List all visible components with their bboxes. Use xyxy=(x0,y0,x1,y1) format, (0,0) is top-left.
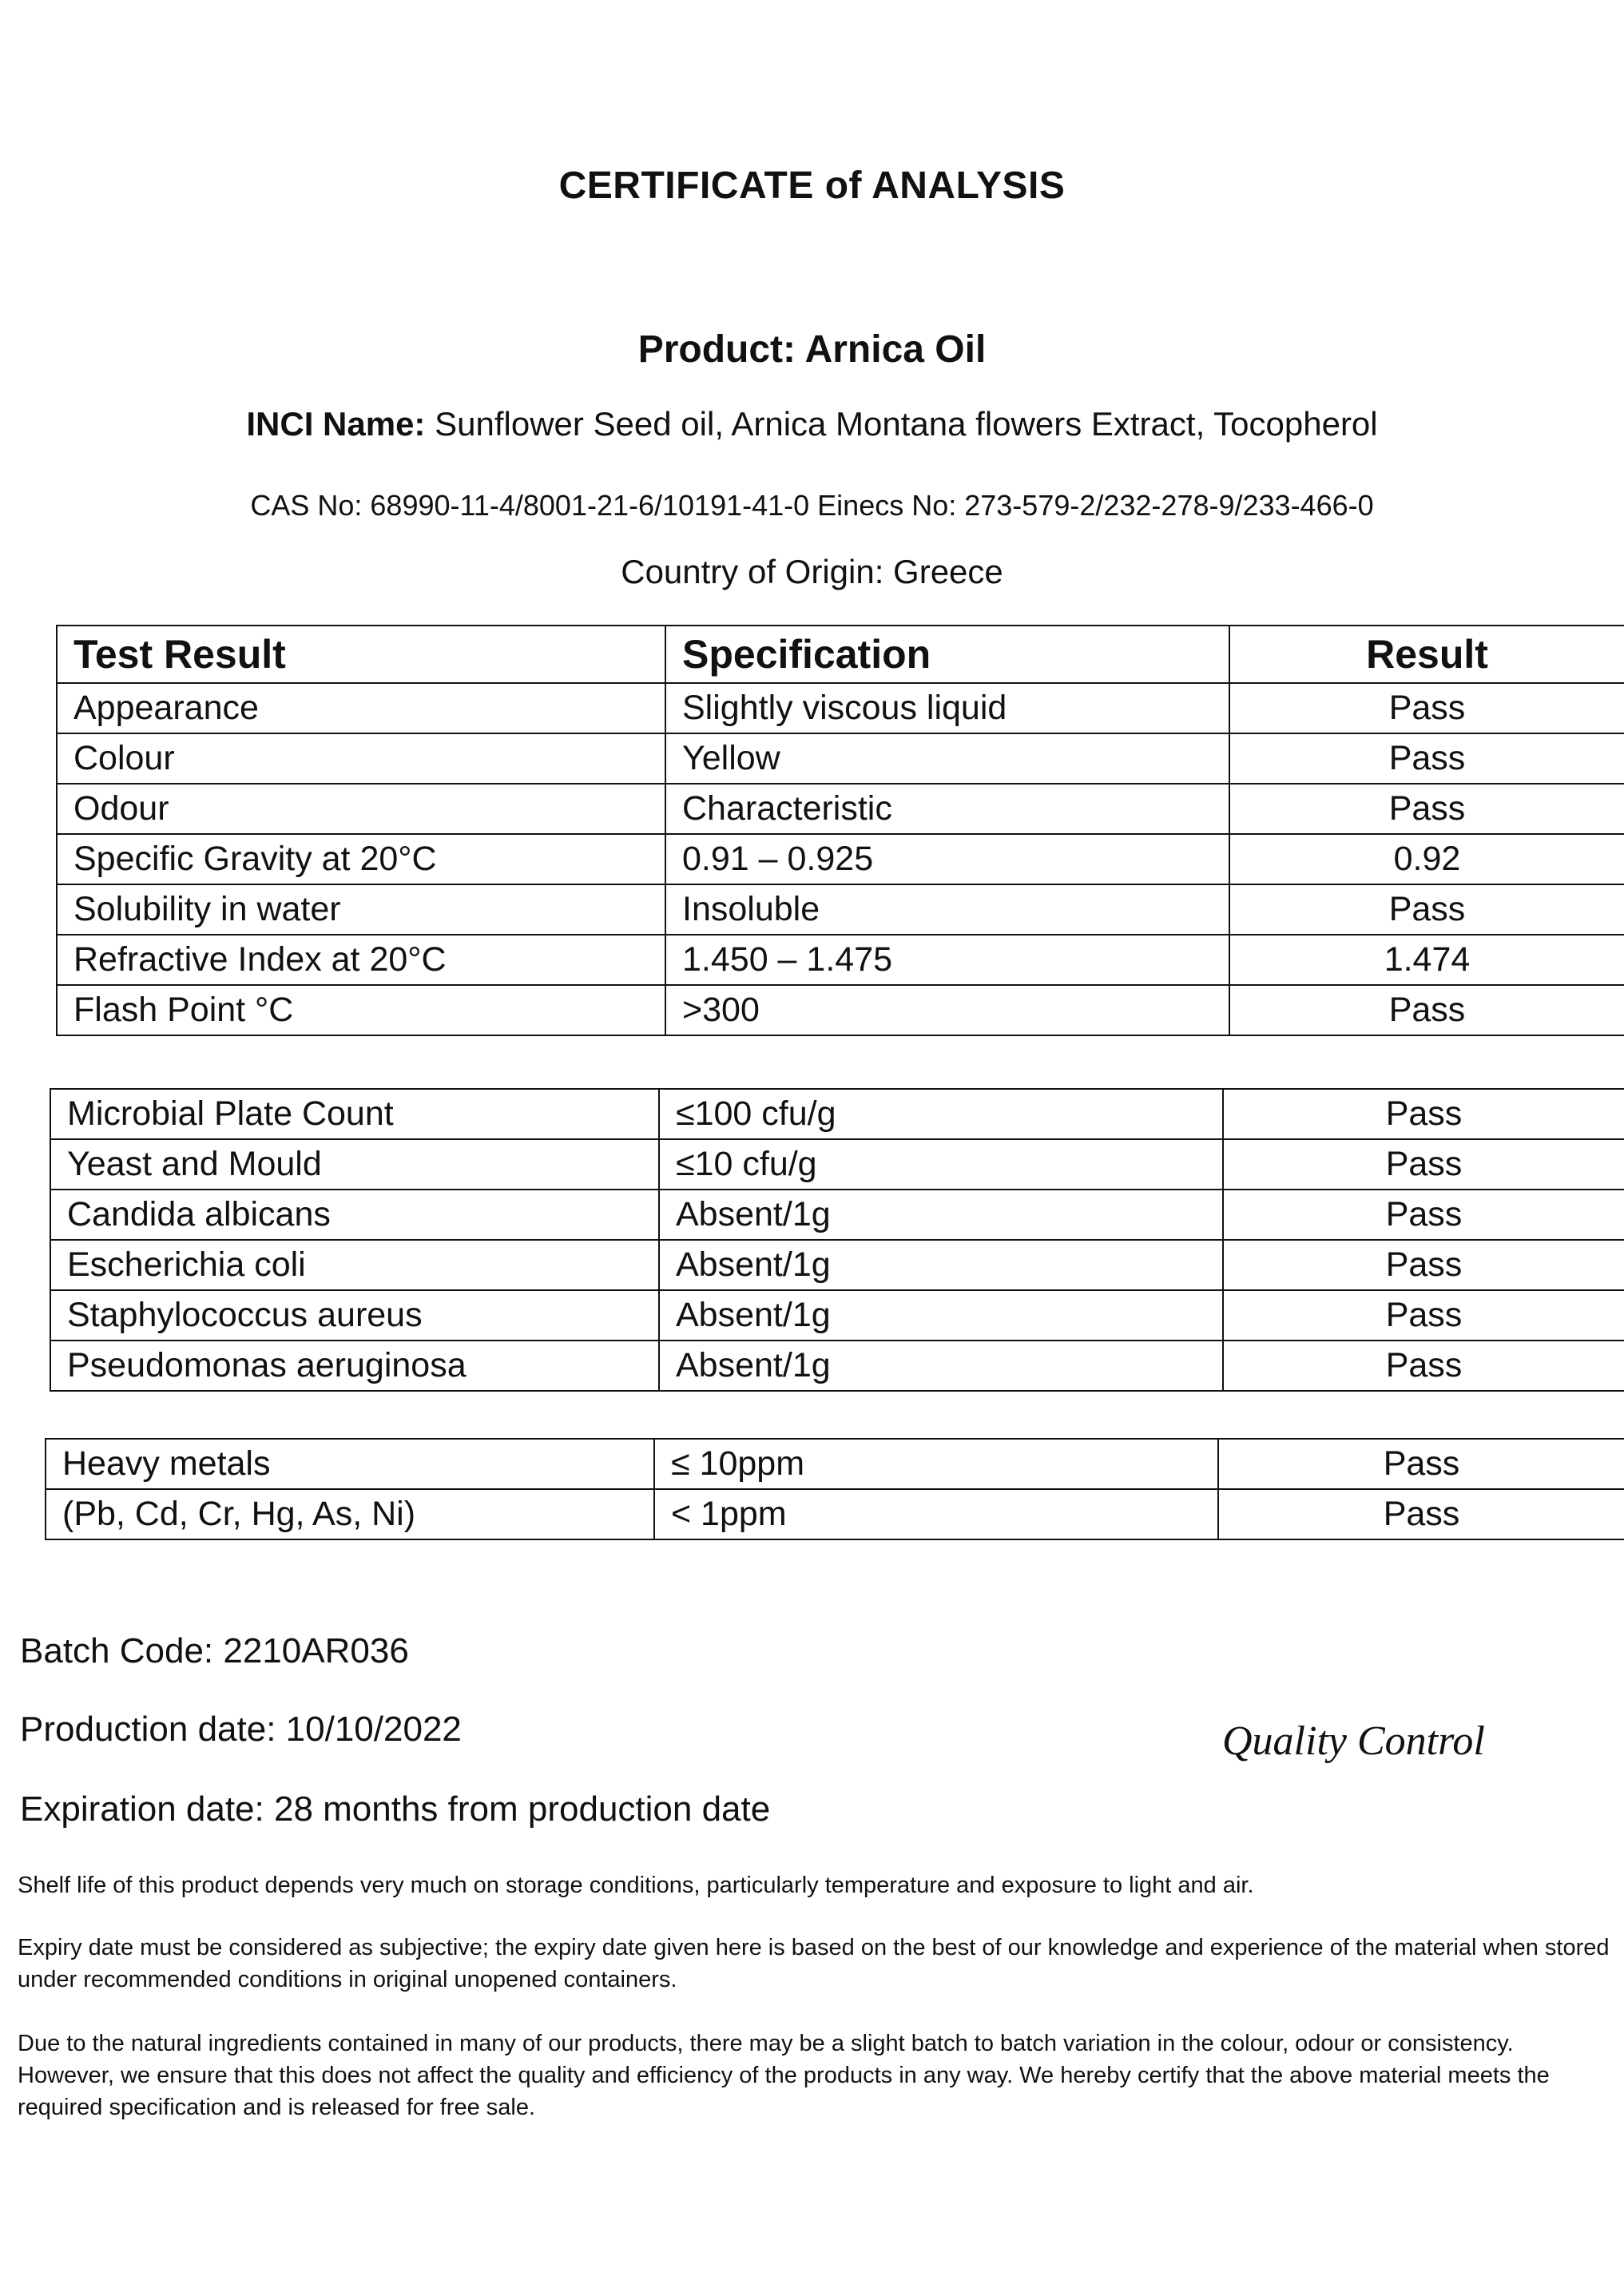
test-result: Pass xyxy=(1223,1089,1624,1139)
table-row xyxy=(50,1139,1624,1190)
table-row xyxy=(46,1439,1624,1489)
inci-label: INCI Name: xyxy=(246,405,426,443)
test-result: Pass xyxy=(1229,884,1624,935)
table-row xyxy=(57,733,1624,784)
table-row xyxy=(57,834,1624,884)
test-spec: Absent/1g xyxy=(659,1240,1223,1290)
shelf-life-note: Shelf life of this product depends very much on storage conditions, particularly temperature and exposure to light and air. xyxy=(18,1873,1254,1898)
table-row xyxy=(57,884,1624,935)
test-name: Odour xyxy=(57,784,665,834)
test-spec: ≤ 10ppm xyxy=(654,1439,1218,1489)
test-name: Colour xyxy=(57,733,665,784)
production-date: Production date: 10/10/2022 xyxy=(20,1710,462,1749)
test-name: Microbial Plate Count xyxy=(50,1089,659,1139)
test-spec: 0.91 – 0.925 xyxy=(665,834,1229,884)
table-header-row xyxy=(57,626,1624,683)
test-spec: Absent/1g xyxy=(659,1190,1223,1240)
country-of-origin: Country of Origin: Greece xyxy=(621,553,1003,590)
test-spec: ≤10 cfu/g xyxy=(659,1139,1223,1190)
physical-tests-table xyxy=(56,625,1624,1036)
test-result: Pass xyxy=(1229,733,1624,784)
test-result: Pass xyxy=(1223,1240,1624,1290)
expiry-note: Expiry date must be considered as subjective; the expiry date given here is based on the best of our knowledge and experience of the material when stored under recommended conditions in original unopened containers. xyxy=(18,1935,1610,1992)
header-result: Result xyxy=(1229,626,1624,683)
table-row xyxy=(50,1341,1624,1391)
test-spec: Absent/1g xyxy=(659,1290,1223,1341)
header-test-result: Test Result xyxy=(57,626,665,683)
product-name: Arnica Oil xyxy=(804,328,987,371)
test-name: Solubility in water xyxy=(57,884,665,935)
inci-line xyxy=(0,405,1624,443)
test-spec: Slightly viscous liquid xyxy=(665,683,1229,733)
header-specification: Specification xyxy=(665,626,1229,683)
test-spec: Characteristic xyxy=(665,784,1229,834)
test-spec: 1.450 – 1.475 xyxy=(665,935,1229,985)
test-result: 0.92 xyxy=(1229,834,1624,884)
table-row xyxy=(57,985,1624,1035)
test-spec: Absent/1g xyxy=(659,1341,1223,1391)
test-result: Pass xyxy=(1223,1190,1624,1240)
document-title: CERTIFICATE of ANALYSIS xyxy=(558,165,1066,207)
table-row xyxy=(57,683,1624,733)
test-name: Refractive Index at 20°C xyxy=(57,935,665,985)
table-row xyxy=(50,1190,1624,1240)
table-row xyxy=(50,1089,1624,1139)
heavy-metals-table xyxy=(45,1438,1624,1540)
test-name: Specific Gravity at 20°C xyxy=(57,834,665,884)
test-spec: Insoluble xyxy=(665,884,1229,935)
test-spec: ≤100 cfu/g xyxy=(659,1089,1223,1139)
test-result: 1.474 xyxy=(1229,935,1624,985)
table-row xyxy=(57,784,1624,834)
test-name: Heavy metals xyxy=(46,1439,654,1489)
table-row xyxy=(50,1290,1624,1341)
test-result: Pass xyxy=(1223,1290,1624,1341)
test-name: Candida albicans xyxy=(50,1190,659,1240)
cas-einecs-line: CAS No: 68990-11-4/8001-21-6/10191-41-0 Einecs No: 273-579-2/232-278-9/233-466-0 xyxy=(250,489,1374,522)
test-name: (Pb, Cd, Cr, Hg, As, Ni) xyxy=(46,1489,654,1539)
test-name: Pseudomonas aeruginosa xyxy=(50,1341,659,1391)
inci-value: Sunflower Seed oil, Arnica Montana flowers Extract, Tocopherol xyxy=(435,405,1378,443)
test-result: Pass xyxy=(1223,1341,1624,1391)
product-label: Product: xyxy=(637,328,796,371)
test-result: Pass xyxy=(1218,1489,1624,1539)
quality-control-signature: Quality Control xyxy=(1222,1718,1485,1764)
test-result: Pass xyxy=(1223,1139,1624,1190)
test-name: Escherichia coli xyxy=(50,1240,659,1290)
product-line xyxy=(0,328,1624,371)
expiration-date: Expiration date: 28 months from production date xyxy=(20,1789,771,1829)
table-row xyxy=(50,1240,1624,1290)
batch-code: Batch Code: 2210AR036 xyxy=(20,1631,409,1670)
test-result: Pass xyxy=(1229,683,1624,733)
test-spec: Yellow xyxy=(665,733,1229,784)
table-row xyxy=(57,935,1624,985)
test-result: Pass xyxy=(1229,784,1624,834)
test-name: Appearance xyxy=(57,683,665,733)
test-name: Yeast and Mould xyxy=(50,1139,659,1190)
certification-note: Due to the natural ingredients contained in many of our products, there may be a slight batch to batch variation in the colour, odour or consistency. However, we ensure that this does not affect the quality and efficiency of the products in any way. We hereby certify that the above material meets the required specification and is released for free sale. xyxy=(18,2031,1550,2120)
test-spec: >300 xyxy=(665,985,1229,1035)
test-name: Flash Point °C xyxy=(57,985,665,1035)
microbial-tests-table xyxy=(50,1088,1624,1392)
test-name: Staphylococcus aureus xyxy=(50,1290,659,1341)
test-result: Pass xyxy=(1229,985,1624,1035)
test-result: Pass xyxy=(1218,1439,1624,1489)
test-spec: < 1ppm xyxy=(654,1489,1218,1539)
table-row xyxy=(46,1489,1624,1539)
